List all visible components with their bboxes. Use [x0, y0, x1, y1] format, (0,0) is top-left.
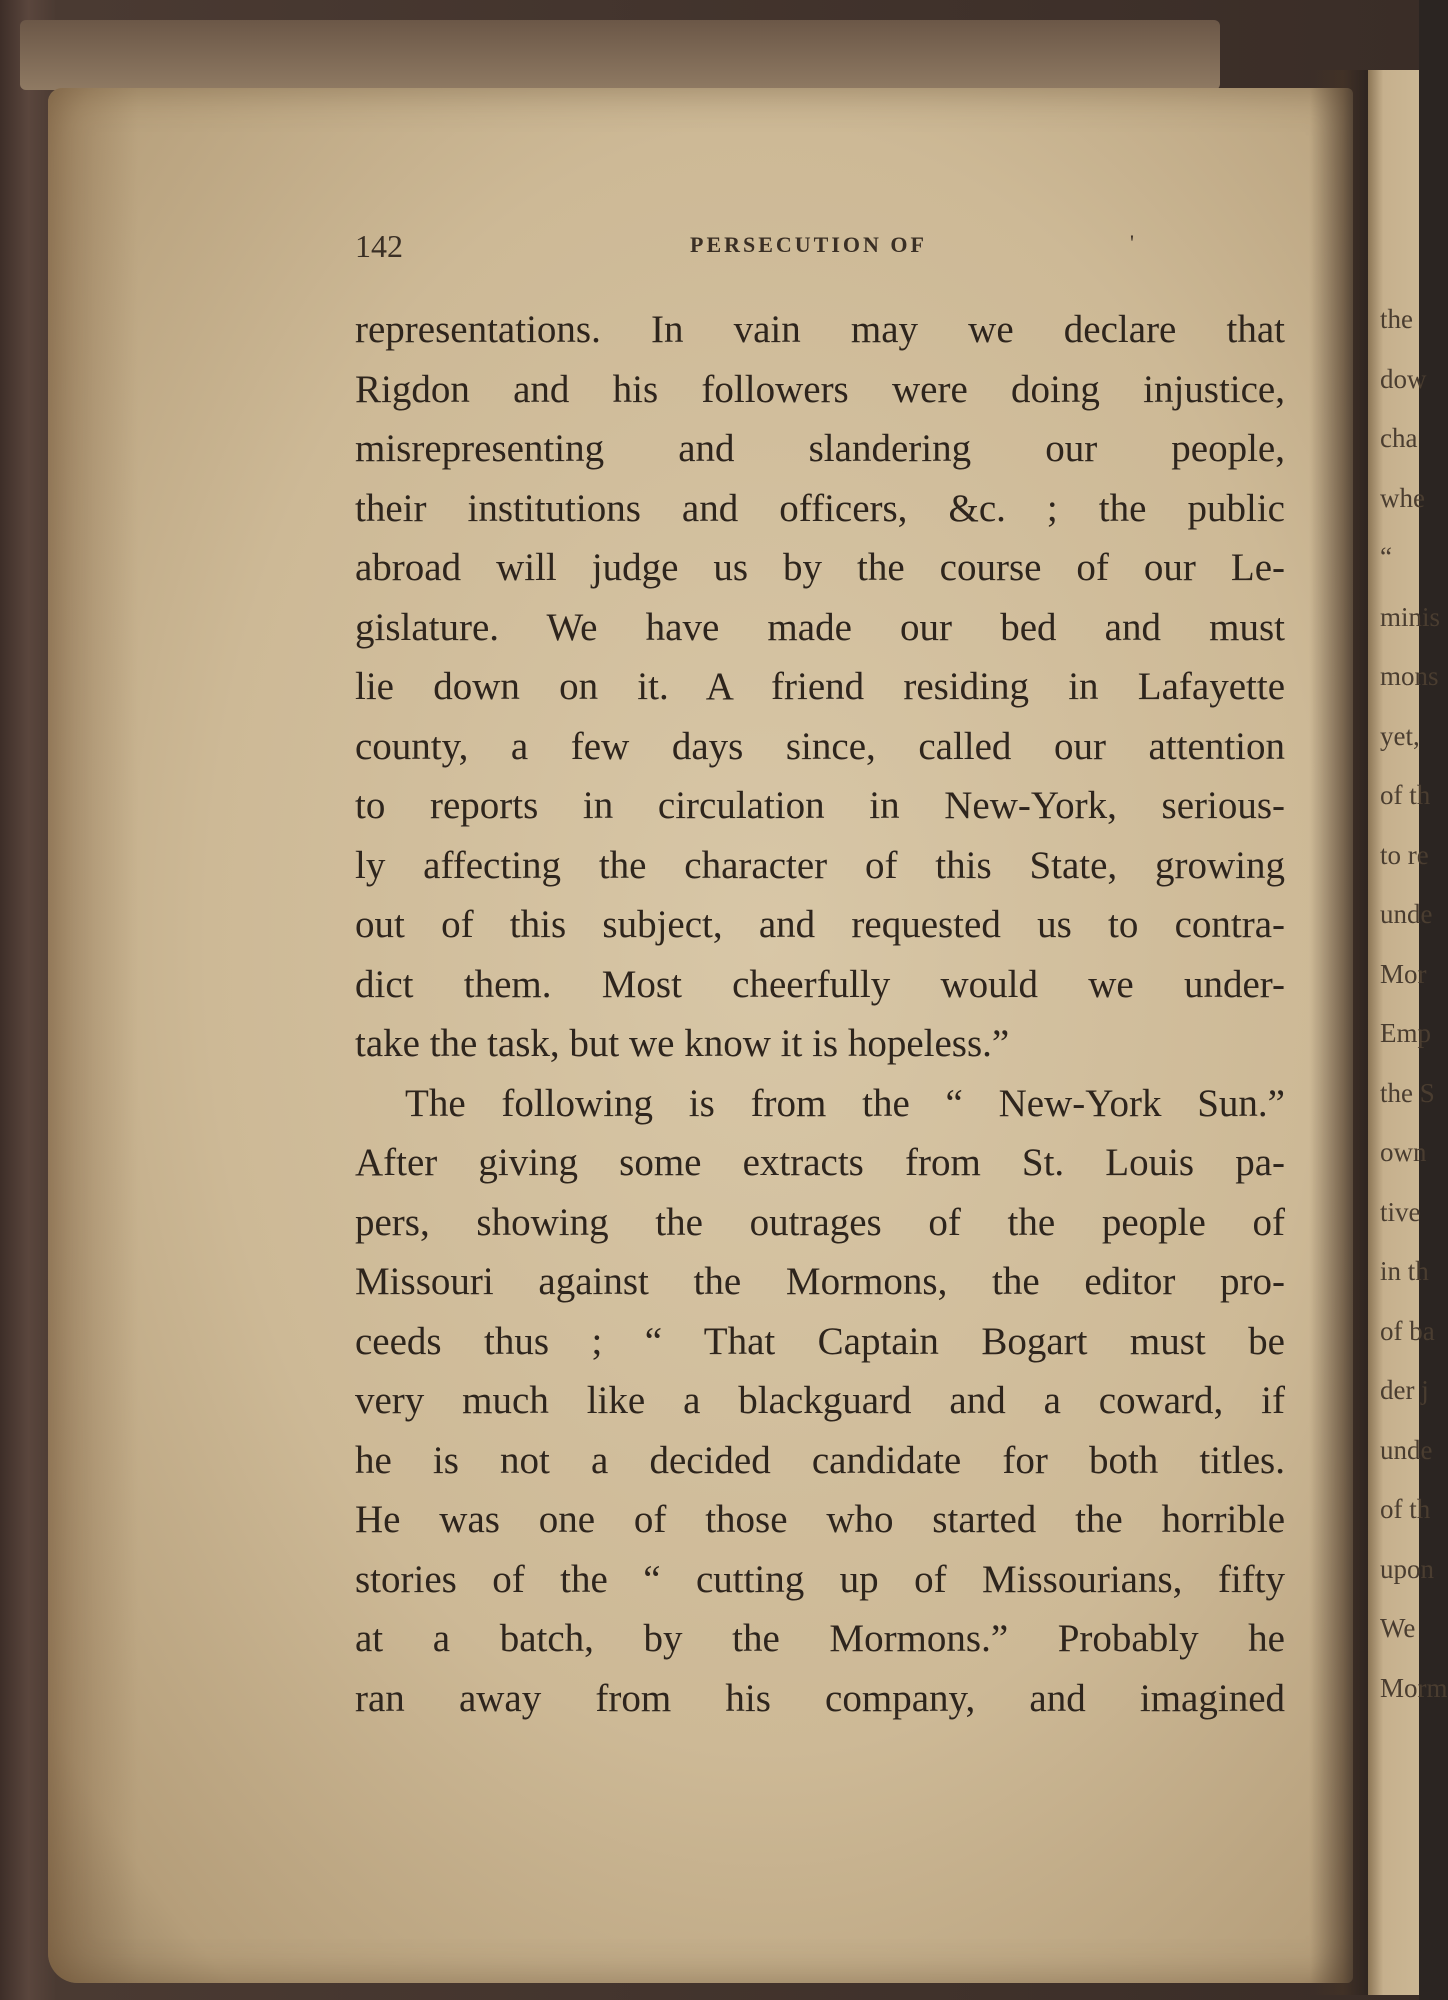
adjacent-fragment: cha: [1380, 423, 1418, 453]
adjacent-fragment: unde: [1380, 899, 1433, 929]
text-line: representations. In vain may we declare that: [355, 308, 1285, 351]
adjacent-fragment: own: [1380, 1137, 1427, 1167]
text-line: ceeds thus ; “ That Captain Bogart must be: [355, 1319, 1285, 1363]
adjacent-fragment: in th: [1380, 1256, 1429, 1286]
text-line: to reports in circulation in New-York, serious-: [355, 784, 1285, 827]
text-line: out of this subject, and requested us to contra-: [355, 903, 1285, 946]
text-line: misrepresenting and slandering our people,: [355, 427, 1285, 470]
text-line: he is not a decided candidate for both titles.: [355, 1438, 1285, 1482]
book-gutter: [1310, 70, 1370, 1995]
text-line: pers, showing the outrages of the people of: [355, 1200, 1285, 1244]
text-line: He was one of those who started the horrible: [355, 1498, 1285, 1541]
adjacent-fragment: mons: [1380, 661, 1439, 691]
text-line: dict them. Most cheerfully would we under-: [355, 962, 1285, 1006]
text-line: gislature. We have made our bed and must: [355, 605, 1285, 649]
text-line: ly affecting the character of this State, growing: [355, 843, 1285, 887]
adjacent-fragment: yet,: [1380, 720, 1420, 751]
adjacent-fragment: of ba: [1380, 1315, 1435, 1346]
text-line: Missouri against the Mormons, the editor pro-: [355, 1260, 1285, 1303]
book-cover-edge: [20, 20, 1220, 90]
text-line: lie down on it. A friend residing in Lafayette: [355, 665, 1285, 708]
text-line: county, a few days since, called our attention: [355, 724, 1285, 768]
adjacent-fragment: whe: [1380, 482, 1425, 513]
adjacent-fragment: der j: [1380, 1375, 1429, 1405]
adjacent-fragment: We: [1380, 1613, 1416, 1643]
adjacent-fragment: “: [1380, 542, 1392, 572]
text-line: take the task, but we know it is hopeless.”: [355, 1022, 1010, 1065]
page-number: 142: [355, 228, 403, 264]
adjacent-fragment: minis: [1380, 601, 1441, 632]
adjacent-fragment: Emp: [1380, 1018, 1431, 1048]
text-line: very much like a blackguard and a coward, if: [355, 1379, 1285, 1422]
text-line: After giving some extracts from St. Louis pa-: [355, 1141, 1285, 1184]
header-mark: ': [1130, 230, 1134, 255]
page-header: [355, 228, 1285, 268]
text-line: The following is from the “ New-York Sun.”: [405, 1081, 1285, 1125]
adjacent-fragment: the S: [1380, 1077, 1435, 1108]
adjacent-fragment: upon: [1380, 1553, 1434, 1584]
text-line: stories of the “ cutting up of Missourians, fifty: [355, 1557, 1285, 1601]
adjacent-fragment: of th: [1380, 1494, 1431, 1524]
adjacent-fragment: the: [1380, 304, 1413, 334]
text-line: ran away from his company, and imagined: [355, 1676, 1285, 1720]
text-line: their institutions and officers, &c. ; the public: [355, 486, 1285, 530]
adjacent-fragment: dow: [1380, 363, 1427, 394]
text-line: at a batch, by the Mormons.” Probably he: [355, 1617, 1285, 1660]
body-text: [355, 300, 1285, 1728]
adjacent-fragment: of th: [1380, 780, 1431, 810]
text-line: abroad will judge us by the course of our Le-: [355, 546, 1285, 589]
adjacent-fragment: to re: [1380, 839, 1429, 870]
adjacent-fragment: unde: [1380, 1434, 1433, 1465]
running-head: PERSECUTION OF: [690, 232, 927, 257]
adjacent-page-text: [1380, 290, 1448, 1718]
text-line: Rigdon and his followers were doing injustice,: [355, 367, 1285, 411]
adjacent-fragment: Morm: [1380, 1672, 1448, 1703]
adjacent-fragment: tive: [1380, 1196, 1421, 1227]
adjacent-fragment: Mor: [1380, 958, 1427, 989]
page-stack-edge: [48, 88, 138, 1983]
